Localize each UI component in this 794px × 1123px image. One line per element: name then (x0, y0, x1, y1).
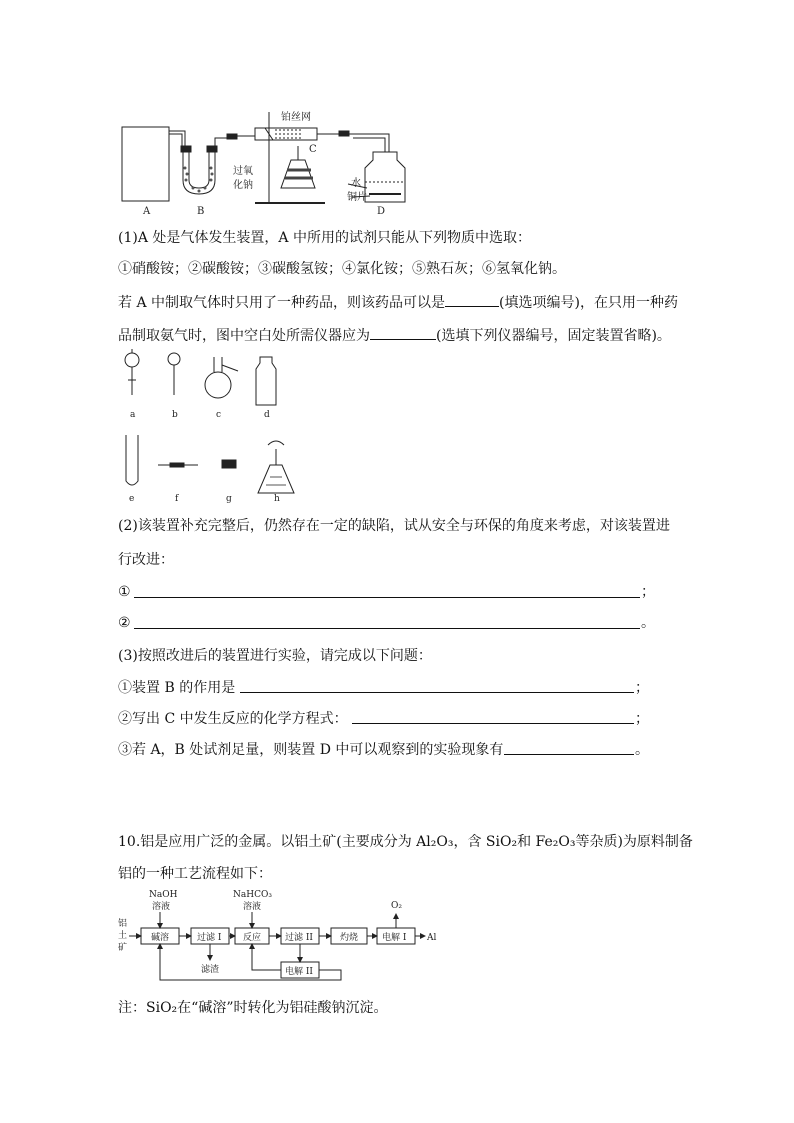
q3-s1-end: ； (635, 680, 649, 696)
label-ore-2: 土 (118, 931, 128, 941)
generator-box-a (122, 127, 169, 201)
label-copper: 铜片 (347, 192, 367, 203)
q1-line1: (1)A 处是气体发生装置，A 中所用的试剂只能从下列物质中选取： (118, 230, 531, 246)
q3-line1: (3)按照改进后的装置进行实验，请完成以下问题： (118, 648, 432, 664)
answer-line-q2-2[interactable] (134, 628, 640, 629)
instrument-d-bottle (256, 357, 276, 405)
q2-item1-end: ； (641, 584, 655, 600)
label-al: Al (427, 933, 437, 943)
label-water: 水 (351, 178, 361, 189)
label-sodium-peroxide-2: 化钠 (233, 180, 253, 191)
q1-line4 (118, 325, 671, 346)
combustion-tube-c (255, 128, 317, 140)
label-o2: O₂ (391, 901, 402, 911)
instrument-label-e: e (129, 494, 135, 504)
answer-blank-reagent[interactable] (445, 292, 499, 307)
instrument-options (110, 345, 310, 505)
answer-line-q3-1[interactable] (240, 692, 634, 693)
q2-item1-num: ① (118, 584, 131, 600)
q1-line4-b: (选填下列仪器编号，固定装置省略)。 (436, 328, 671, 344)
answer-blank-instrument[interactable] (370, 325, 436, 340)
apparatus-diagram (115, 98, 415, 218)
process-flow-diagram (115, 888, 445, 986)
label-b: B (197, 206, 205, 217)
label-residue: 滤渣 (201, 965, 220, 975)
instrument-label-g: g (226, 494, 232, 504)
instrument-label-a: a (130, 410, 136, 420)
instrument-e-test-tube (126, 435, 138, 485)
label-ore-3: 矿 (118, 943, 128, 953)
note-text: 注：SiO₂在“碱溶”时转化为铝硅酸钠沉淀。 (118, 1000, 388, 1016)
q2-line1: (2)该装置补充完整后，仍然存在一定的缺陷，试从安全与环保的角度来考虑，对该装置进 (118, 518, 670, 534)
label-solution-1: 溶液 (152, 902, 171, 912)
q1-line2: ①硝酸铵；②碳酸铵；③碳酸氢铵；④氯化铵；⑤熟石灰；⑥氢氧化钠。 (118, 261, 566, 277)
instrument-label-h: h (274, 494, 280, 504)
q10-line2: 铝的一种工艺流程如下： (118, 866, 272, 882)
instrument-h-lamp (258, 441, 294, 493)
label-c: C (309, 144, 317, 155)
instrument-g-stopper (222, 460, 236, 468)
q3-s2: ②写出 C 中发生反应的化学方程式： (118, 711, 348, 727)
label-solution-2: 溶液 (243, 902, 262, 912)
label-sodium-peroxide: 过氧 (233, 166, 253, 177)
label-naoh: NaOH (149, 890, 178, 900)
q2-item2-num: ② (118, 615, 131, 631)
q3-s1: ①装置 B 的作用是 (118, 680, 236, 696)
instrument-label-f: f (175, 494, 179, 504)
q1-line4-a: 品制取氨气时，图中空白处所需仪器应为 (118, 328, 370, 344)
u-tube-b (183, 150, 215, 194)
label-react: 反应 (243, 933, 262, 943)
instrument-a-separatory-funnel (125, 349, 139, 395)
answer-line-q2-1[interactable] (134, 597, 640, 598)
label-electrolysis-2: 电解 II (285, 967, 313, 977)
q3-s3-end: 。 (635, 742, 649, 758)
q10-line1: 10.铝是应用广泛的金属。以铝土矿(主要成分为 Al₂O₃，含 SiO₂和 Fe₂O₃等杂质)为原料制备 (118, 834, 693, 850)
instrument-b-funnel (168, 353, 180, 395)
instrument-label-d: d (264, 410, 270, 420)
instrument-f-tube (158, 463, 198, 467)
q3-s2-end: ； (635, 711, 649, 727)
instrument-label-c: c (216, 410, 222, 420)
label-filter-1: 过滤 I (197, 933, 222, 943)
instrument-label-b: b (172, 410, 178, 420)
answer-line-q3-3[interactable] (504, 754, 634, 755)
label-platinum-mesh: 铂丝网 (281, 112, 311, 123)
label-calcine: 灼烧 (340, 933, 359, 943)
answer-line-q3-2[interactable] (352, 723, 634, 724)
label-alkali-dissolve: 碱溶 (151, 933, 170, 943)
alcohol-lamp (281, 160, 315, 188)
label-filter-2: 过滤 II (285, 933, 313, 943)
q1-line3-a: 若 A 中制取气体时只用了一种药品，则该药品可以是 (118, 295, 446, 311)
q3-s3: ③若 A，B 处试剂足量，则装置 D 中可以观察到的实验现象有 (118, 742, 504, 758)
label-d: D (377, 206, 386, 217)
label-nahco3: NaHCO₃ (233, 890, 272, 900)
q1-line3 (118, 292, 678, 313)
label-a: A (143, 206, 151, 217)
label-ore-1: 铝 (118, 919, 128, 929)
instrument-c-flask (205, 357, 238, 398)
label-electrolysis-1: 电解 I (382, 933, 407, 943)
q1-line3-b: (填选项编号)，在只用一种药 (499, 295, 678, 311)
q2-item2-end: 。 (641, 615, 655, 631)
q2-line2: 行改进： (118, 552, 174, 568)
